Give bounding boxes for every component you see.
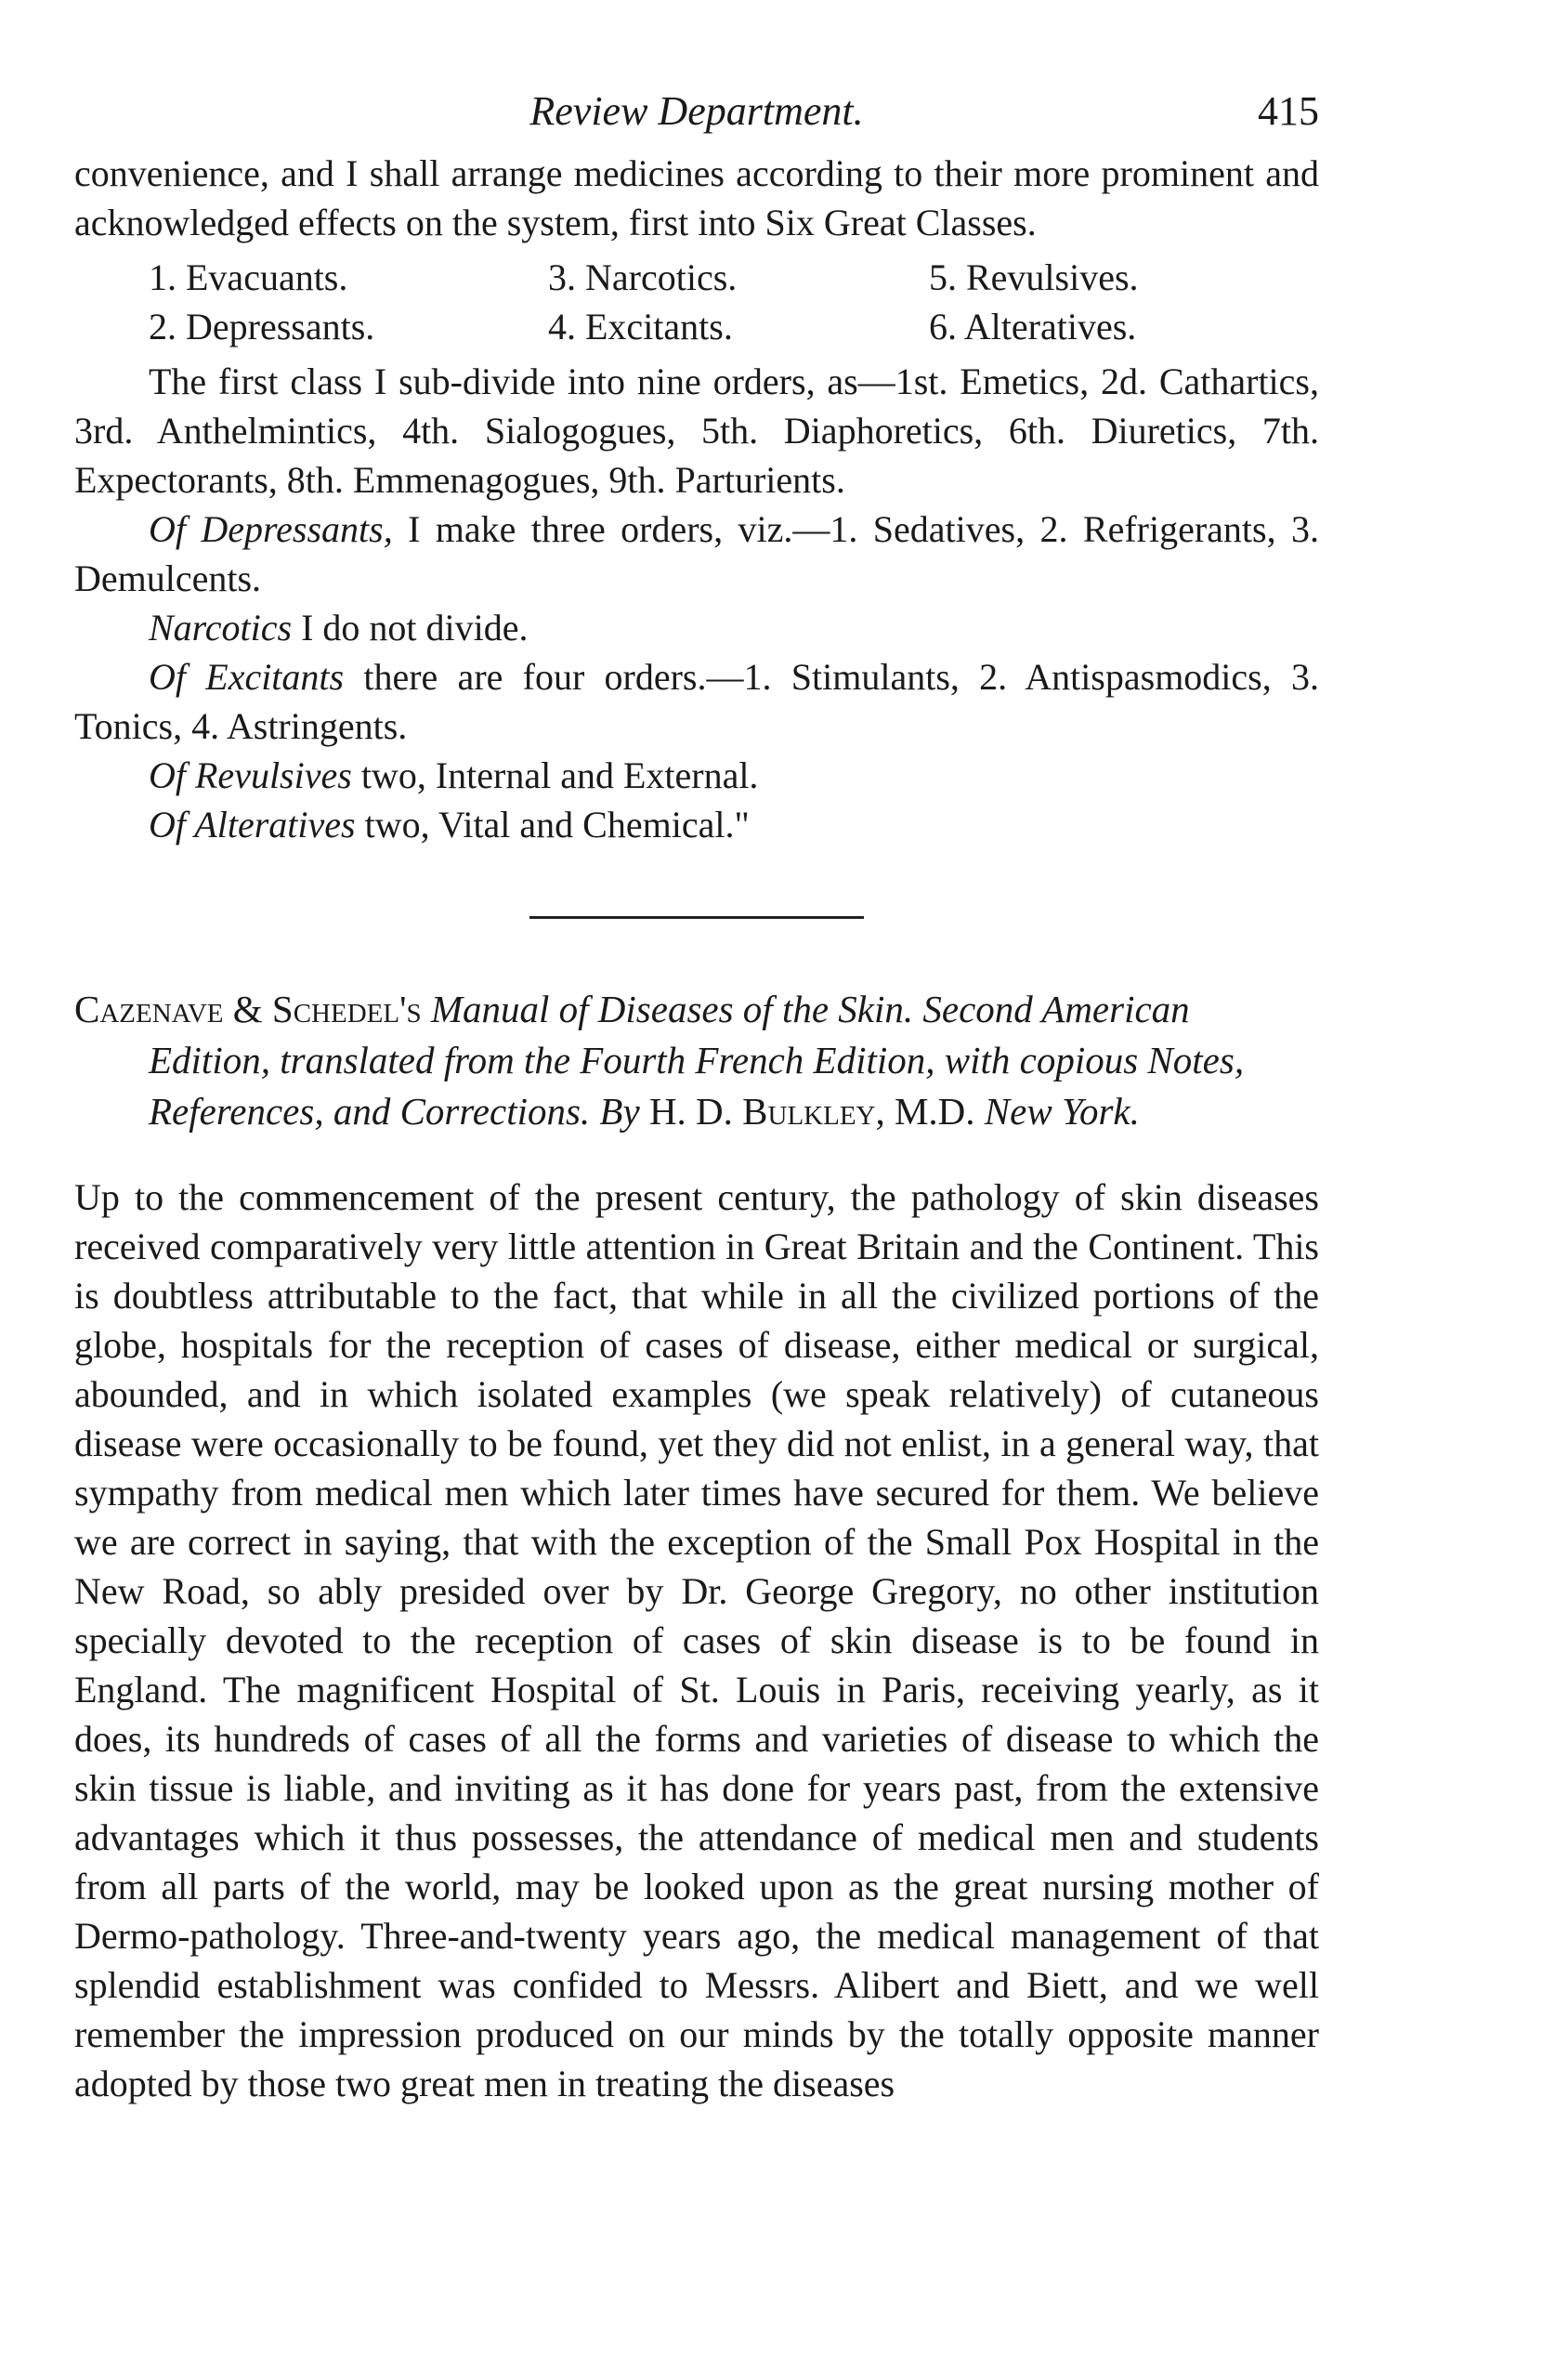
review-place: New York. <box>974 1090 1140 1133</box>
review-title: Manual of Diseases of the Skin. Second American Edition, translated from the Fourth French Edition, with copious Notes, References, and Corrections. By <box>149 988 1245 1133</box>
depressants-lead: Of Depressants, <box>149 508 393 550</box>
review-authors: Cazenave & Schedel's <box>74 988 422 1030</box>
narcotics-paragraph <box>74 603 1319 652</box>
depressants-paragraph <box>74 505 1319 603</box>
review-editor: H. D. Bulkley, M.D. <box>639 1090 975 1133</box>
depressants-text: I make three orders, viz.—1. Sedatives, 2. Refrigerants, 3. Demulcents. <box>74 508 1319 599</box>
running-title: Review Department. <box>529 88 864 134</box>
revulsives-text: two, Internal and External. <box>351 754 759 796</box>
revulsives-lead: Of Revulsives <box>149 754 352 796</box>
class-item: 6. Alteratives. <box>929 306 1137 347</box>
revulsives-paragraph <box>74 751 1319 800</box>
first-class-paragraph: The first class I sub-divide into nine orders, as—1st. Emetics, 2d. Cathartics, 3rd. Anthelmintics, 4th. Sialogogues, 5th. Diaphoretics, 6th. Diuretics, 7th. Expectorants, 8th. Emmenagogues, 9th. Parturients. <box>74 360 1319 501</box>
alteratives-paragraph <box>74 800 1319 849</box>
body-paragraph: Up to the commencement of the present century, the pathology of skin diseases received comparatively very little attention in Great Britain and the Continent. This is doubtless attributable to the fact, that while in all the civilized portions of the globe, hospitals for the reception of cases of disease, either medical or surgical, abounded, and in which isolated examples (we speak relatively) of cutaneous disease were occasionally to be found, yet they did not enlist, in a general way, that sympathy from medical men which later times have secured for them. We believe we are correct in saying, that with the exception of the Small Pox Hospital in the New Road, so ably presided over by Dr. George Gregory, no other institution specially devoted to the reception of cases of skin disease is to be found in England. The magnificent Hospital of St. Louis in Paris, receiving yearly, as it does, its hundreds of cases of all the forms and varieties of disease to which the skin tissue is liable, and inviting as it has done for years past, from the extensive advantages which it thus possesses, the attendance of medical men and students from all parts of the world, may be looked upon as the great nursing mother of Dermo-pathology. Three-and-twenty years ago, the medical management of that splendid establishment was confided to Messrs. Alibert and Biett, and we well remember the impression produced on our minds by the totally opposite manner adopted by those two great men in treating the diseases <box>74 1176 1319 2104</box>
classes-list <box>149 253 1319 351</box>
class-item: 1. Evacuants. <box>149 256 348 298</box>
excitants-lead: Of Excitants <box>149 656 345 698</box>
narcotics-lead: Narcotics <box>149 607 293 649</box>
excitants-paragraph <box>74 652 1319 751</box>
excitants-text: there are four orders.—1. Stimulants, 2. Antispasmodics, 3. Tonics, 4. Astringents. <box>74 656 1319 747</box>
class-item: 2. Depressants. <box>149 306 375 347</box>
class-item: 4. Excitants. <box>548 306 733 347</box>
page <box>74 74 1319 2108</box>
section-divider <box>529 916 864 919</box>
class-item: 3. Narcotics. <box>548 256 738 298</box>
alteratives-text: two, Vital and Chemical." <box>355 804 750 845</box>
running-head <box>74 74 1319 149</box>
class-item: 5. Revulsives. <box>929 256 1139 298</box>
alteratives-lead: Of Alteratives <box>149 804 356 845</box>
review-heading <box>74 984 1319 1137</box>
page-number: 415 <box>1258 88 1319 134</box>
intro-paragraph: convenience, and I shall arrange medicines according to their more prominent and acknowledged effects on the system, first into Six Great Classes. <box>74 152 1319 243</box>
narcotics-text: I do not divide. <box>292 607 529 649</box>
review-body <box>74 1173 1319 2108</box>
